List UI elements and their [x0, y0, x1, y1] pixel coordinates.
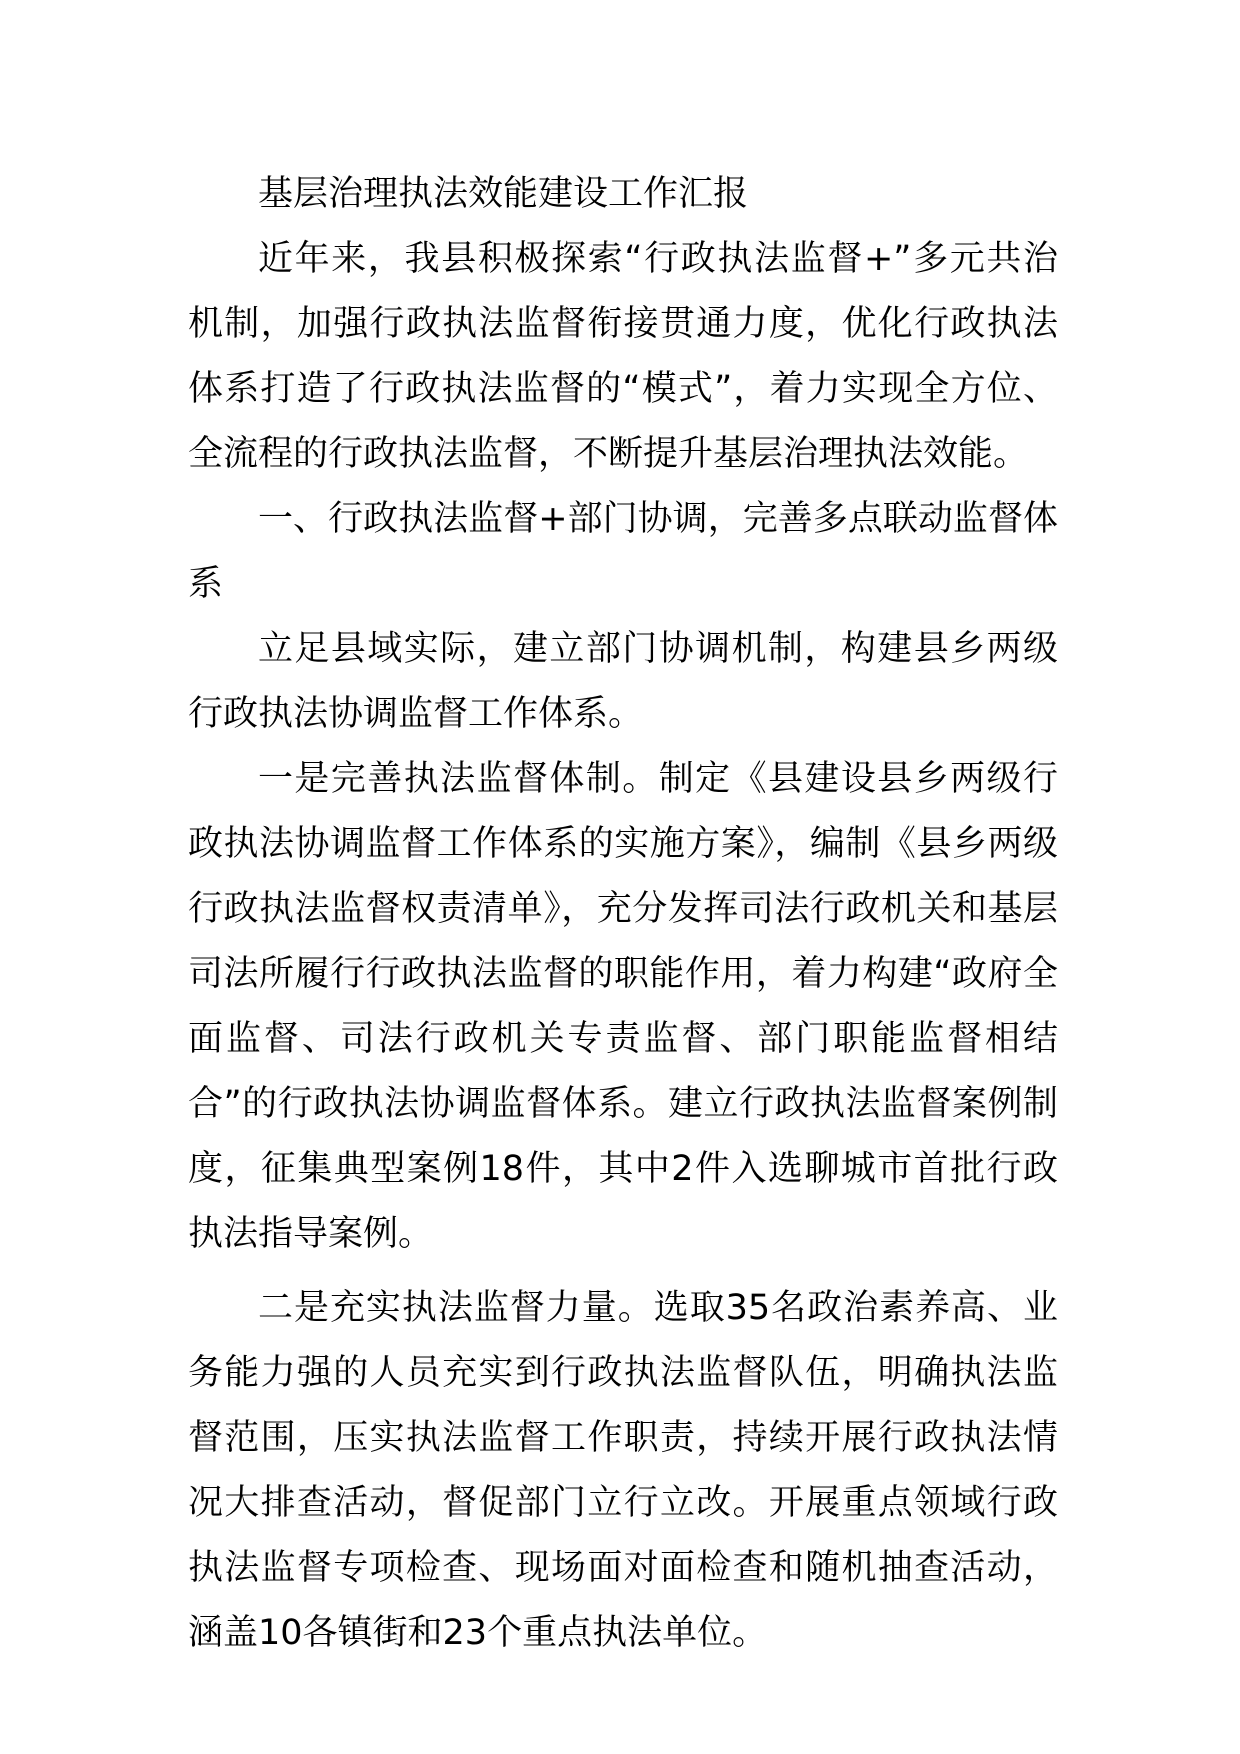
paragraph-section-1-intro: 立足县域实际，建立部门协调机制，构建县乡两级行政执法协调监督工作体系。 [188, 629, 1058, 734]
document-title: 基层治理执法效能建设工作汇报 [258, 174, 749, 214]
paragraph-intro: 近年来，我县积极探索“行政执法监督+”多元共治机制，加强行政执法监督衔接贯通力度，优化行政执法体系打造了行政执法监督的“模式”，着力实现全方位、全流程的行政执法监督，不断提升基层治理执法效能。 [188, 239, 1058, 474]
document-body [188, 162, 1058, 1666]
section-heading-1: 一、行政执法监督+部门协调，完善多点联动监督体系 [188, 499, 1058, 604]
paragraph-point-2: 二是充实执法监督力量。选取35名政治素养高、业务能力强的人员充实到行政执法监督队伍，明确执法监督范围，压实执法监督工作职责，持续开展行政执法情况大排查活动，督促部门立行立改。开展重点领域行政执法监督专项检查、现场面对面检查和随机抽查活动，涵盖10各镇街和23个重点执法单位。 [188, 1288, 1058, 1653]
paragraph-point-1: 一是完善执法监督体制。制定《县建设县乡两级行政执法协调监督工作体系的实施方案》，编制《县乡两级行政执法监督权责清单》，充分发挥司法行政机关和基层司法所履行行政执法监督的职能作用，着力构建“政府全面监督、司法行政机关专责监督、部门职能监督相结合”的行政执法协调监督体系。建立行政执法监督案例制度，征集典型案例18件，其中2件入选聊城市首批行政执法指导案例。 [188, 759, 1058, 1254]
